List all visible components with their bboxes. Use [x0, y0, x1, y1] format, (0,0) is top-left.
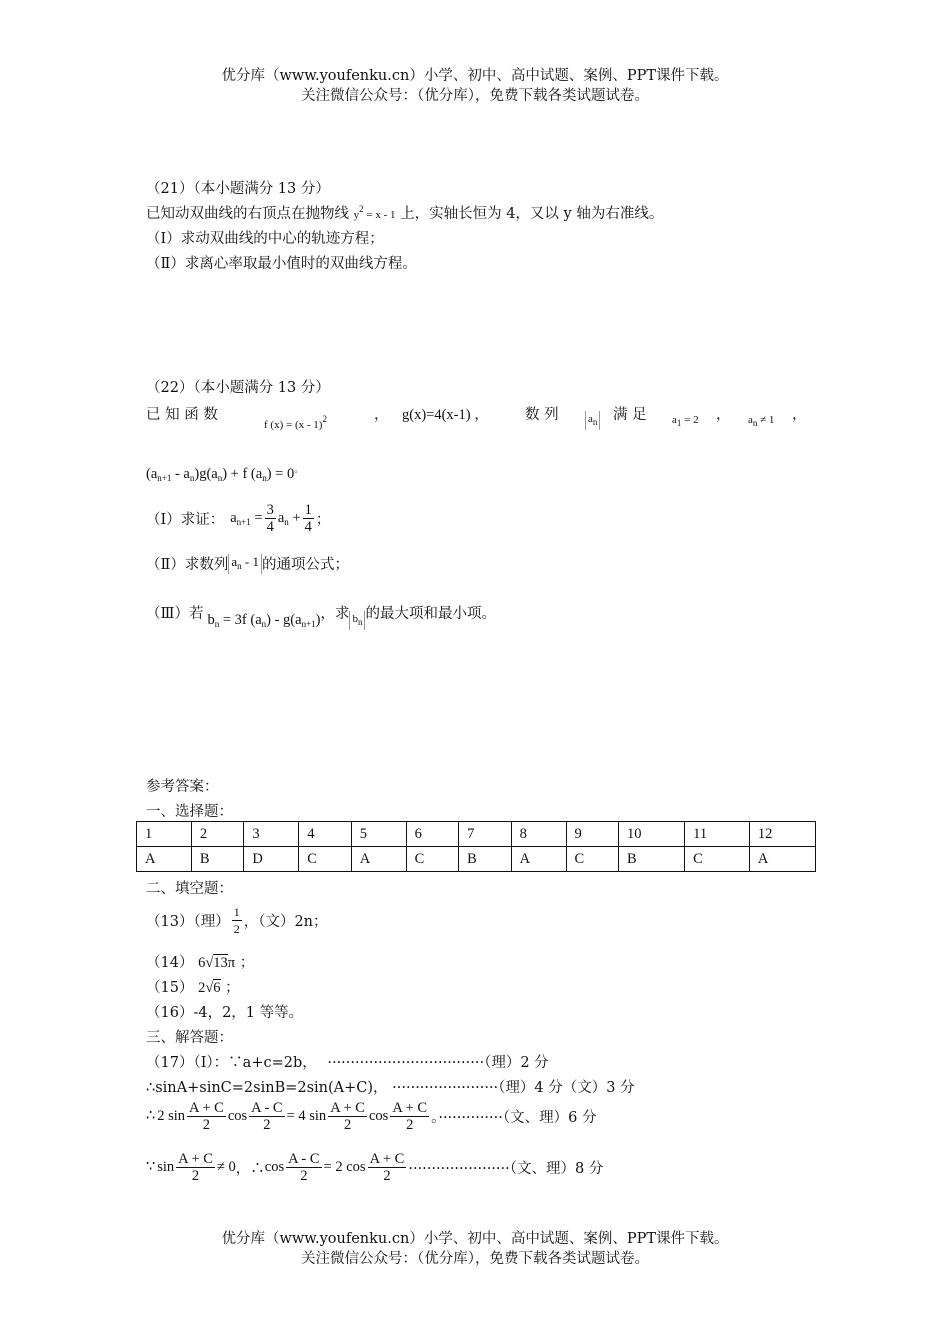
p2-seq: a: [231, 553, 238, 569]
table-cell: 4: [299, 822, 352, 847]
table-cell: A: [137, 847, 192, 872]
s17-l3-sin1: 2 sin: [157, 1108, 186, 1124]
q22-comma-2: ，: [716, 407, 731, 423]
q21-title: （21）（本小题满分 13 分）: [146, 181, 330, 197]
cond-sub1: n+1: [157, 473, 172, 483]
q22-recurrence: [146, 462, 303, 483]
p3-b: b: [207, 612, 215, 628]
q21-stem-a: 已知动双曲线的右顶点在抛物线: [146, 206, 349, 222]
cond-d: ) + f (a: [222, 466, 263, 482]
s17-l3-f2d: 2: [263, 1117, 271, 1133]
a13-num: 1: [233, 905, 240, 919]
answer-16: （16）-4，2，1 等等。: [146, 1005, 304, 1021]
table-cell: C: [299, 847, 352, 872]
p1-an-sub: n: [284, 517, 289, 527]
s17-l4-eq: = 2 cos: [323, 1159, 366, 1175]
s17-l3-f1n: A + C: [189, 1100, 224, 1116]
p1-den2: 4: [304, 519, 312, 535]
cond-sub4: n: [262, 473, 267, 483]
answers-title: 参考答案：: [146, 779, 219, 795]
a14-expr: [198, 954, 235, 971]
s17-l3-f4n: A + C: [392, 1100, 428, 1116]
table-cell: B: [619, 847, 685, 872]
q22-f-sup: 2: [322, 414, 327, 424]
cond-end: 。: [294, 464, 304, 474]
s17-l3-cos2: cos: [368, 1108, 389, 1124]
table-cell: A: [351, 847, 406, 872]
s17-l3-f3n: A + C: [330, 1100, 365, 1116]
table-cell: C: [566, 847, 619, 872]
s17-l4-f1n: A + C: [178, 1151, 213, 1167]
p1-a: a: [230, 510, 237, 526]
a15-rad: 6: [213, 980, 221, 996]
q22-f-def: f (x) = (x - 1): [264, 419, 323, 431]
cond-b: - a: [171, 466, 190, 482]
q22-satisfy: 满 足: [613, 407, 647, 423]
q22-p3-ask: ，求: [320, 606, 350, 622]
s17-l3-eq: = 4 sin: [286, 1108, 327, 1124]
q22-p2-end: 的通项公式；: [261, 557, 349, 573]
q22-p3-label: （Ⅲ）若: [146, 606, 204, 622]
answer-table-row-choices: [137, 847, 816, 872]
s17-l4-end: ······················（文、理）8 分: [408, 1161, 604, 1177]
answer-15: [146, 976, 240, 997]
s17-l4-frac-3: [368, 1151, 407, 1184]
q22-p3-seq: [349, 611, 365, 630]
s17-l1-b: ··································（理）2 分: [327, 1055, 549, 1071]
s17-l3-frac-3: [328, 1100, 367, 1133]
table-cell: 3: [244, 822, 299, 847]
s17-l3-end: 。··············（文、理）6 分: [431, 1110, 597, 1126]
q22-p3-formula: [207, 612, 320, 629]
table-cell: C: [685, 847, 750, 872]
s17-l3-pre: ∴: [146, 1108, 156, 1124]
q22-title: （22）（本小题满分 13 分）: [146, 380, 330, 396]
table-cell: 7: [459, 822, 512, 847]
s17-l4-f3d: 2: [383, 1168, 391, 1184]
table-cell: B: [459, 847, 512, 872]
q22-p3-end: 的最大项和最小项。: [365, 606, 496, 622]
answer-table-row-numbers: [137, 822, 816, 847]
table-cell: 5: [351, 822, 406, 847]
a14-rad: 13: [213, 955, 228, 971]
sqrt-icon: √: [205, 980, 214, 996]
p1-an: a: [277, 510, 285, 526]
q22-comma: ，: [374, 407, 389, 423]
s17-l3-f4d: 2: [406, 1117, 414, 1133]
q22-seq-label: 数 列: [525, 407, 559, 423]
q22-p1-frac-1: [265, 502, 276, 535]
table-cell: B: [191, 847, 244, 872]
s17-l3-cos1: cos: [227, 1108, 248, 1124]
answer-table: [136, 821, 816, 872]
p1-sub: n+1: [236, 517, 251, 527]
q22-p1-frac-2: [303, 502, 314, 535]
footer-line-2: 关注微信公众号：（优分库），免费下载各类试题试卷。: [301, 1251, 649, 1267]
q22-given-label: 已 知 函 数: [146, 407, 218, 423]
s17-l3-frac-2: [249, 1100, 284, 1133]
s17-l4-frac-1: [176, 1151, 215, 1184]
solution-17-line-2: [146, 1076, 635, 1097]
q22-an: a: [748, 414, 753, 426]
table-cell: 6: [406, 822, 459, 847]
s17-l4-f3n: A + C: [369, 1151, 405, 1167]
s17-l4-frac-2: [286, 1151, 321, 1184]
q21-eq-rest: = x - 1: [366, 209, 396, 221]
table-cell: 8: [511, 822, 566, 847]
p3-sub2: n+1: [301, 619, 316, 629]
p1-eq: =: [254, 510, 263, 526]
section-fill-title: 二、填空题：: [146, 881, 233, 897]
p3-eq: = 3f (a: [222, 612, 262, 628]
p1-num1: 3: [266, 502, 274, 518]
s17-l3-frac-4: [390, 1100, 429, 1133]
s17-l4-pre: ∵: [146, 1159, 156, 1175]
a15-expr: [198, 979, 220, 996]
a15-end: ；: [225, 980, 240, 996]
s17-l4-f2d: 2: [300, 1168, 308, 1184]
section-solve-title: 三、解答题：: [146, 1030, 233, 1046]
q21-stem-b: 上，实轴长恒为 4，又以 y 轴为右准线。: [400, 206, 664, 222]
q22-p2-seq: [228, 554, 262, 574]
q22-an-condition: [748, 414, 774, 428]
p3-b-sub: n: [214, 619, 220, 629]
a14-pi: π: [227, 955, 236, 971]
table-cell: C: [406, 847, 459, 872]
q21-equation: [353, 204, 396, 221]
cond-sub3: n: [217, 473, 223, 483]
p3-mid: ) - g(a: [266, 612, 302, 628]
q22-p1-end: ；: [315, 512, 331, 528]
answer-13: [146, 904, 328, 937]
solution-17-line-4: [146, 1151, 603, 1184]
table-cell: 9: [566, 822, 619, 847]
q22-comma-3: ，: [792, 407, 807, 423]
q22-a1: a: [672, 414, 677, 426]
a14-label: （14）: [146, 955, 194, 971]
s17-l3-f2n: A - C: [251, 1100, 283, 1116]
q22-seq-an: [585, 410, 600, 430]
p1-num2: 1: [304, 502, 312, 518]
a13-frac: [232, 904, 242, 937]
q21-eq-y: y: [353, 209, 360, 221]
s17-l3-frac-1: [187, 1100, 226, 1133]
p3-sub1: n: [261, 619, 267, 629]
a15-label: （15）: [146, 980, 194, 996]
q22-p1-a: [230, 510, 262, 527]
cond-sub2: n: [189, 473, 195, 483]
q22-g-definition: g(x)=4(x-1) ，: [402, 407, 489, 423]
q22-p2-label: （Ⅱ）求数列: [146, 557, 229, 573]
cond-c: )g(a: [194, 466, 218, 482]
p3-seq-sub: n: [357, 617, 363, 627]
solution-17-line-1: [146, 1051, 549, 1072]
p3-close: ): [315, 612, 321, 628]
q22-a1-sub: 1: [676, 418, 682, 428]
a13-label: （13）（理）: [146, 914, 230, 930]
p3-seq: b: [352, 613, 358, 625]
s17-l4-ne: ≠ 0: [216, 1159, 236, 1175]
q21-stem: [146, 202, 663, 223]
answer-14: [146, 951, 254, 972]
q21-part-1: （Ⅰ）求动双曲线的中心的轨迹方程；: [146, 231, 384, 247]
p2-seq-rest: - 1: [241, 553, 259, 569]
sqrt-icon: √: [205, 955, 214, 971]
s17-l1-a: （17）（Ⅰ）：∵a+c=2b，: [146, 1055, 317, 1071]
table-cell: D: [244, 847, 299, 872]
section-choice-title: 一、选择题：: [146, 804, 233, 820]
table-cell: 12: [749, 822, 815, 847]
header-line-1: 优分库（www.youfenku.cn）小学、初中、高中试题、案例、PPT课件下载。: [221, 68, 729, 84]
table-cell: 10: [619, 822, 685, 847]
q22-a1-rest: = 2: [684, 414, 699, 426]
q22-p1-an: [278, 510, 301, 527]
q22-part-1: [146, 502, 330, 535]
header-line-2: 关注微信公众号：（优分库），免费下载各类试题试卷。: [301, 88, 649, 104]
p1-den1: 4: [266, 519, 274, 535]
a13-den: 2: [233, 922, 240, 936]
s17-l3-f3d: 2: [343, 1117, 352, 1133]
table-cell: A: [511, 847, 566, 872]
s17-l2-a: ∴sinA+sinC=2sinB=2sin(A+C)，: [146, 1080, 388, 1096]
solution-17-line-3: [146, 1100, 596, 1133]
s17-l4-sin: sin: [157, 1159, 175, 1175]
q22-an-sub: n: [752, 418, 758, 428]
q22-part-3: [146, 602, 496, 629]
p1-plus: +: [292, 510, 301, 526]
a15-coef: 2: [198, 980, 206, 996]
s17-l4-f2n: A - C: [288, 1151, 320, 1167]
q22-part-2: [146, 553, 349, 574]
q22-a1-condition: [672, 414, 699, 428]
q21-part-2: （Ⅱ）求离心率取最小值时的双曲线方程。: [146, 256, 417, 272]
footer-line-1: 优分库（www.youfenku.cn）小学、初中、高中试题、案例、PPT课件下载。: [221, 1231, 729, 1247]
table-cell: A: [749, 847, 815, 872]
q22-seq-an-sub: n: [592, 417, 598, 427]
cond-a: (a: [146, 466, 158, 482]
a14-end: ；: [239, 955, 255, 971]
q22-an-rest: ≠ 1: [760, 414, 775, 426]
table-cell: 11: [685, 822, 750, 847]
a13-rest: ，（文）2n；: [243, 914, 328, 930]
s17-l3-f1d: 2: [202, 1117, 211, 1133]
q22-p1-label: （Ⅰ）求证：: [146, 512, 225, 528]
q22-seq-an-a: a: [588, 413, 593, 425]
s17-l4-f1d: 2: [191, 1168, 200, 1184]
q22-f-definition: [264, 414, 327, 431]
a14-coef: 6: [198, 955, 206, 971]
table-cell: 2: [191, 822, 244, 847]
p2-seq-sub: n: [237, 560, 242, 571]
cond-e: ) = 0: [266, 466, 295, 482]
s17-l4-cos1: cos: [264, 1159, 285, 1175]
s17-l2-b: ·······················（理）4 分（文）3 分: [392, 1080, 635, 1096]
s17-l4-mid: ，∴: [235, 1161, 265, 1177]
table-cell: 1: [137, 822, 192, 847]
q21-eq-sup: 2: [359, 204, 364, 214]
